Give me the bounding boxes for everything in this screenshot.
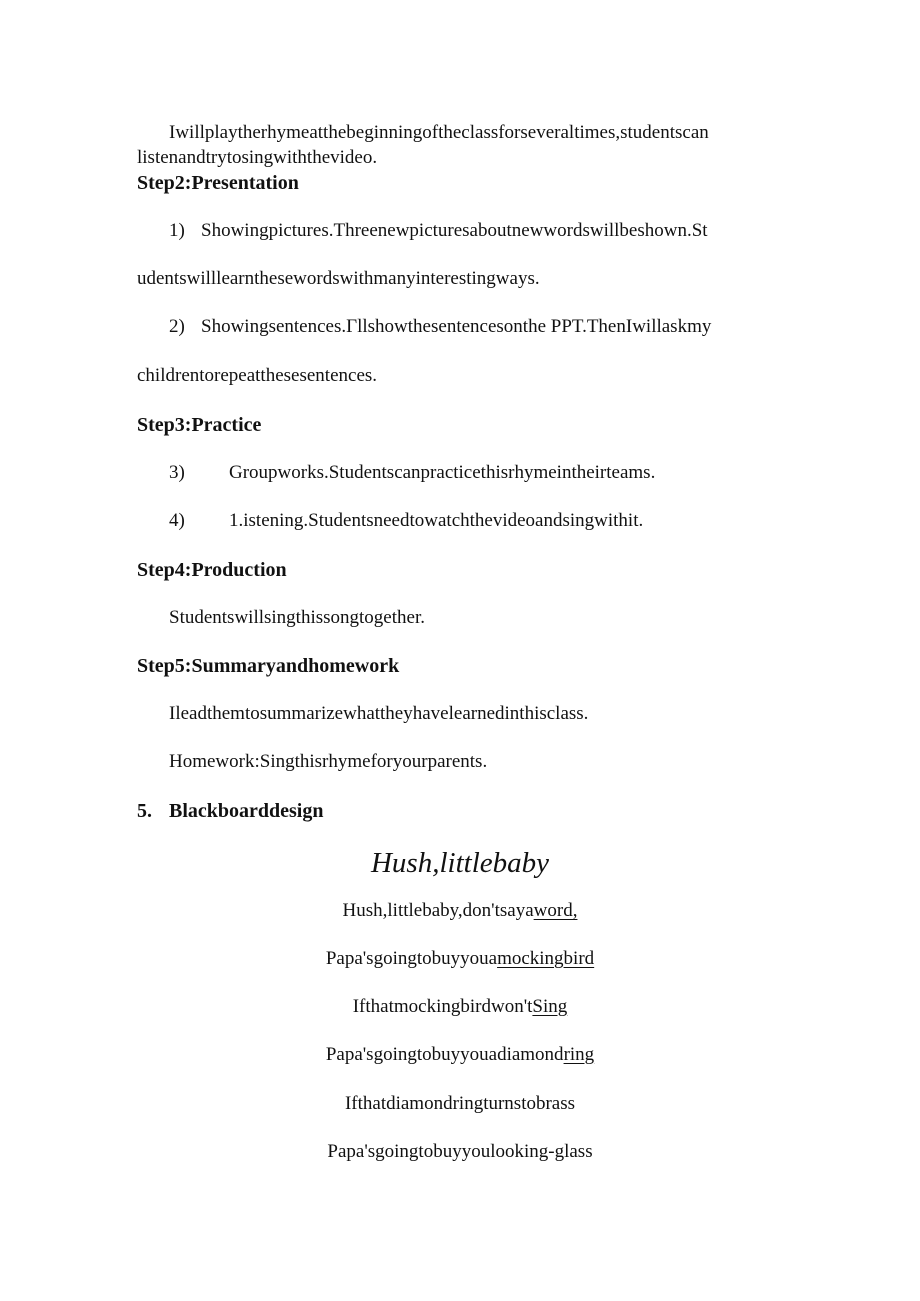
blackboard-line-5 [0, 1092, 920, 1116]
blackboard-line-2 [0, 947, 920, 971]
step3-item4-number: 4) [169, 510, 185, 531]
step5-line-1: Ileadthemtosummarizewhattheyhavelearnedinthisclass. [169, 703, 589, 724]
step3-item3 [169, 461, 655, 485]
intro-line-1: Iwillplaytherhymeatthebeginningoftheclassforseveraltimes,studentscan [169, 122, 709, 143]
step5-heading: Step5:Summaryandhomework [137, 655, 400, 677]
step3-item4 [169, 509, 643, 533]
step2-item2-text: Showingsentences.Γllshowthesentencesonthe PPT.ThenIwillaskmy [201, 316, 712, 337]
blackboard-line-2-underlined: mockingbird [497, 948, 595, 969]
blackboard-line-5-text: Ifthatdiamondringturnstobrass [344, 1093, 576, 1114]
step2-item1-number: 1) [169, 220, 185, 241]
step3-heading: Step3:Practice [137, 414, 262, 436]
step2-item1-text: Showingpictures.Threenewpicturesaboutnewwordswillbeshown.St [201, 220, 708, 241]
step2-item2-number: 2) [169, 316, 185, 337]
blackboard-line-2-text: Papa'sgoingtobuyyoua [325, 948, 498, 969]
step3-item4-text: 1.istening.Studentsneedtowatchthevideoandsingwithit. [229, 510, 644, 531]
blackboard-line-4-underlined: ring [563, 1044, 595, 1065]
blackboard-line-6 [0, 1140, 920, 1164]
step3-item3-text: Groupworks.Studentscanpracticethisrhymeintheirteams. [229, 462, 656, 483]
step2-item2-line2: childrentorepeatthesesentences. [137, 365, 378, 386]
step2-item1-line1 [169, 219, 708, 243]
blackboard-line-1 [0, 899, 920, 923]
blackboard-line-4 [0, 1043, 920, 1067]
section5-number: 5. [137, 800, 152, 822]
step4-text: Studentswillsingthissongtogether. [169, 607, 425, 628]
step5-line-2: Homework:Singthisrhymeforyourparents. [169, 751, 488, 772]
intro-line-2: listenandtrytosingwiththevideo. [137, 147, 378, 168]
section5-heading [137, 799, 323, 823]
blackboard-line-3 [0, 995, 920, 1019]
blackboard-title: Hush,littlebaby [370, 847, 549, 879]
step2-item1-line2: udentswilllearnthesewordswithmanyinterestingways. [137, 268, 540, 289]
blackboard-line-6-text: Papa'sgoingtobuyyoulooking-glass [327, 1141, 593, 1162]
blackboard-line-1-text: Hush,littlebaby,don'tsaya [342, 900, 534, 921]
blackboard-line-3-text: Ifthatmockingbirdwon't [352, 996, 533, 1017]
blackboard-line-1-underlined: word, [533, 900, 578, 921]
step4-heading: Step4:Production [137, 559, 287, 581]
step2-heading: Step2:Presentation [137, 172, 299, 194]
step3-item3-number: 3) [169, 462, 185, 483]
section5-title: Blackboarddesign [169, 800, 324, 822]
blackboard-line-4-text: Papa'sgoingtobuyyouadiamond [325, 1044, 564, 1065]
step2-item2-line1 [169, 315, 711, 339]
blackboard-line-3-underlined: Sing [532, 996, 568, 1017]
